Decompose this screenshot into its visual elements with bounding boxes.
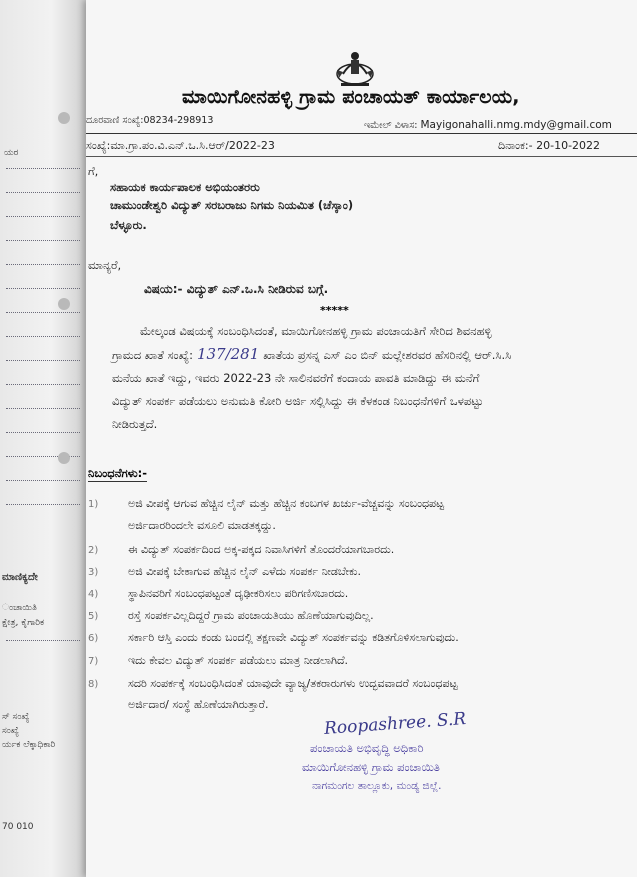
handwritten-signature: Roopashree. S.R: [323, 709, 467, 739]
letter-page: ಮಾಯಿಗೋನಹಳ್ಳಿ ಗ್ರಾಮ ಪಂಚಾಯತ್ ಕಾರ್ಯಾಲಯ, ದೂರವಾಣಿ ಸಂಖ್ಯೆ:08234-298913 ಇಮೇಲ್ ವಿಳಾಸ: Mayigonahalli.nmg.mdy@gmail.com ಸಂಖ್ಯೆ:ಮಾ.ಗ್ರಾ.ಪಂ.ವಿ.ಎನ್.ಒ.ಸಿ.ಆರ್/2022-23 ದಿನಾಂಕ:- 20-10-2022 ಗೆ, ಸಹಾಯಕ ಕಾರ್ಯಪಾಲಕ ಅಭಿಯಂತರರು ಚಾಮುಂಡೇಶ್ವರಿ ವಿದ್ಯುತ್ ಸರಬರಾಜು ನಿಗಮ ನಿಯಮಿತ (ಚೆಸ್ಕಾಂ) ಬೆಳ್ಳೂರು. ಮಾನ್ಯರೆ, ವಿಷಯ:- ವಿದ್ಯುತ್ ಎನ್.ಒ.ಸಿ ನೀಡಿರುವ ಬಗ್ಗೆ. ***** ಮೇಲ್ಕಂಡ ವಿಷಯಕ್ಕೆ ಸಂಬಂಧಿಸಿದಂತೆ, ಮಾಯಿಗೋನಹಳ್ಳಿ ಗ್ರಾಮ ಪಂಚಾಯತಿಗೆ ಸೇರಿದ ಶಿವನಹಳ್ಳಿ ಗ್ರಾಮದ ಖಾತೆ ಸಂಖ್ಯೆ: 137/281 ಖಾತೆಯ ಪ್ರಸನ್ನ ಎಸ್ ಎಂ ಬಿನ್ ಮಲ್ಲೇಶರವರ ಹೆಸರಿನಲ್ಲಿ ಆರ್.ಸಿ.ಸಿ ಮನೆಯ ಖಾತೆ ಇದ್ದು, ಇವರು 2022-23 ನೇ ಸಾಲಿನವರೆಗೆ ಕಂದಾಯ ಪಾವತಿ ಮಾಡಿದ್ದು ಈ ಮನೆಗೆ ವಿದ್ಯುತ್ ಸಂಪರ್ಕ ಪಡೆಯಲು ಅನುಮತಿ ಕೋರಿ ಅರ್ಜಿ ಸಲ್ಲಿಸಿದ್ದು ಈ ಕೆಳಕಂಡ ನಿಬಂಧನೆಗಳಿಗೆ ಒಳಪಟ್ಟು ನೀಡಿರುತ್ತದೆ. ನಿಬಂಧನೆಗಳು:- 1) ಅಜಿ ವೀಪಕ್ಕೆ ಆಗುವ ಹೆಚ್ಚಿನ ಲೈನ್ ಮತ್ತು ಹೆಚ್ಚಿನ ಕಂಬಗಳ ಖರ್ಚು-ವೆಚ್ಚವನ್ನು ಸಂಬಂಧಪಟ್ಟ ಅರ್ಜಿದಾರರಿಂದಲೇ ವಸೂಲಿ ಮಾಡತಕ್ಕದ್ದು. 2) ಈ ವಿದ್ಯುತ್ ಸಂಪರ್ಕದಿಂದ ಅಕ್ಕ-ಪಕ್ಕದ ನಿವಾಸಿಗಳಿಗೆ ತೊಂದರೆಯಾಗಬಾರದು. 3) ಅಜಿ ವೀಪಕ್ಕೆ ಬೇಕಾಗುವ ಹೆಚ್ಚಿನ ಲೈನ್ ಎಳೆದು ಸಂಪರ್ಕ ನೀಡಬೇಕು. 4) ಸ್ಥಾಪಿನವರಿಗೆ ಸಂಬಂಧಪಟ್ಟಂತೆ ದೃಢೀಕರಿಸಲು ಪರಿಗಣಿಸಬಾರದು. 5) ರಸ್ತೆ ಸಂಪರ್ಕವಿಲ್ಲದಿದ್ದರೆ ಗ್ರಾಮ ಪಂಚಾಯತಿಯು ಹೊಣೆಯಾಗುವುದಿಲ್ಲ. 6) ಸರ್ಕಾರಿ ಆಸ್ತಿ ಎಂದು ಕಂಡು ಬಂದಲ್ಲಿ ತಕ್ಷಣವೇ ವಿದ್ಯುತ್ ಸಂಪರ್ಕವನ್ನು ಕಡಿತಗೊಳಿಸಲಾಗುವುದು. 7) ಇದು ಕೇವಲ ವಿದ್ಯುತ್ ಸಂಪರ್ಕ ಪಡೆಯಲು ಮಾತ್ರ ನೀಡಲಾಗಿದೆ. 8) ಸದರಿ ಸಂಪರ್ಕಕ್ಕೆ ಸಂಬಂಧಿಸಿದಂತೆ ಯಾವುದೇ ವ್ಯಾಜ್ಯ/ತಕರಾರುಗಳು ಉದ್ಭವವಾದರೆ ಸಂಬಂಧಪಟ್ಟ ಅರ್ಜಿದಾರ/ ಸಂಸ್ಥೆ ಹೊಣೆಯಾಗಿರುತ್ತಾರೆ. Roopashree. S.R ಪಂಚಾಯತಿ ಅಭಿವೃದ್ಧಿ ಅಧಿಕಾರಿ ಮಾಯಿಗೋನಹಳ್ಳಿ ಗ್ರಾಮ ಪಂಚಾಯಿತಿ ನಾಗಮಂಗಲ ತಾಲ್ಲೂಕು, ಮಂಡ್ಯ ಜಿಲ್ಲೆ.: [86, 0, 637, 877]
body-line: ಮೇಲ್ಕಂಡ ವಿಷಯಕ್ಕೆ ಸಂಬಂಧಿಸಿದಂತೆ, ಮಾಯಿಗೋನಹಳ್ಳಿ ಗ್ರಾಮ ಪಂಚಾಯತಿಗೆ ಸೇರಿದ ಶಿವನಹಳ್ಳಿ: [140, 324, 492, 338]
stub-label: ರ್ಯಕ ಲೆಕ್ಕಾಧಿಕಾರಿ: [2, 740, 56, 750]
condition-item: ಸದರಿ ಸಂಪರ್ಕಕ್ಕೆ ಸಂಬಂಧಿಸಿದಂತೆ ಯಾವುದೇ ವ್ಯಾಜ್ಯ/ತಕರಾರುಗಳು ಉದ್ಭವವಾದರೆ ಸಂಬಂಧಪಟ್ಟ: [128, 677, 458, 690]
recipient-to: ಗೆ,: [88, 164, 99, 178]
counterfoil-strip: [0, 0, 86, 877]
office-title: ಮಾಯಿಗೋನಹಳ್ಳಿ ಗ್ರಾಮ ಪಂಚಾಯತ್ ಕಾರ್ಯಾಲಯ,: [182, 86, 520, 108]
condition-item: ಈ ವಿದ್ಯುತ್ ಸಂಪರ್ಕದಿಂದ ಅಕ್ಕ-ಪಕ್ಕದ ನಿವಾಸಿಗಳಿಗೆ ತೊಂದರೆಯಾಗಬಾರದು.: [128, 543, 395, 556]
khata-number: 137/281: [196, 345, 260, 363]
conditions-heading: ನಿಬಂಧನೆಗಳು:-: [88, 466, 148, 480]
condition-item-cont: ಅರ್ಜಿದಾರ/ ಸಂಸ್ಥೆ ಹೊಣೆಯಾಗಿರುತ್ತಾರೆ.: [128, 698, 269, 711]
condition-item: ಸ್ಥಾಪಿನವರಿಗೆ ಸಂಬಂಧಪಟ್ಟಂತೆ ದೃಢೀಕರಿಸಲು ಪರಿಗಣಿಸಬಾರದು.: [128, 587, 349, 600]
salutation: ಮಾನ್ಯರೆ,: [88, 258, 122, 272]
recipient-line: ಸಹಾಯಕ ಕಾರ್ಯಪಾಲಕ ಅಭಿಯಂತರರು: [110, 180, 260, 194]
email-address: Mayigonahalli.nmg.mdy@gmail.com: [420, 119, 612, 131]
reference-number: ಸಂಖ್ಯೆ:ಮಾ.ಗ್ರಾ.ಪಂ.ವಿ.ಎನ್.ಒ.ಸಿ.ಆರ್/2022-23: [86, 139, 275, 152]
stub-label: ಕ್ಷೇತ್ರ, ಕೈಗಾರಿಕ: [2, 618, 45, 628]
condition-item: ರಸ್ತೆ ಸಂಪರ್ಕವಿಲ್ಲದಿದ್ದರೆ ಗ್ರಾಮ ಪಂಚಾಯತಿಯು ಹೊಣೆಯಾಗುವುದಿಲ್ಲ.: [128, 609, 374, 622]
signature-stamp-line: ಮಾಯಿಗೋನಹಳ್ಳಿ ಗ್ರಾಮ ಪಂಚಾಯಿತಿ: [302, 760, 440, 774]
stub-label: ಯರ: [4, 148, 19, 158]
signature-stamp-line: ನಾಗಮಂಗಲ ತಾಲ್ಲೂಕು, ಮಂಡ್ಯ ಜಿಲ್ಲೆ.: [312, 780, 442, 792]
stub-number: 70 010: [2, 822, 34, 832]
state-emblem-icon: [333, 48, 377, 88]
condition-item: ಅಜಿ ವೀಪಕ್ಕೆ ಬೇಕಾಗುವ ಹೆಚ್ಚಿನ ಲೈನ್ ಎಳೆದು ಸಂಪರ್ಕ ನೀಡಬೇಕು.: [128, 565, 361, 578]
body-line: ಮನೆಯ ಖಾತೆ ಇದ್ದು, ಇವರು 2022-23 ನೇ ಸಾಲಿನವರೆಗೆ ಕಂದಾಯ ಪಾವತಿ ಮಾಡಿದ್ದು ಈ ಮನೆಗೆ: [112, 371, 480, 385]
subject-line: ವಿಷಯ:- ವಿದ್ಯುತ್ ಎನ್.ಒ.ಸಿ ನೀಡಿರುವ ಬಗ್ಗೆ.: [144, 282, 329, 296]
stub-label: ಸ್ ಸಂಖ್ಯೆ: [2, 712, 30, 722]
stars-divider: *****: [320, 304, 349, 317]
condition-item: ಅಜಿ ವೀಪಕ್ಕೆ ಆಗುವ ಹೆಚ್ಚಿನ ಲೈನ್ ಮತ್ತು ಹೆಚ್ಚಿನ ಕಂಬಗಳ ಖರ್ಚು-ವೆಚ್ಚವನ್ನು ಸಂಬಂಧಪಟ್ಟ: [128, 497, 445, 510]
body-line: ವಿದ್ಯುತ್ ಸಂಪರ್ಕ ಪಡೆಯಲು ಅನುಮತಿ ಕೋರಿ ಅರ್ಜಿ ಸಲ್ಲಿಸಿದ್ದು ಈ ಕೆಳಕಂಡ ನಿಬಂಧನೆಗಳಿಗೆ ಒಳಪಟ್ಟು: [112, 394, 484, 408]
stub-label: ಮಾಣಿಕ್ಯದೇ: [2, 572, 38, 583]
condition-item: ಸರ್ಕಾರಿ ಆಸ್ತಿ ಎಂದು ಕಂಡು ಬಂದಲ್ಲಿ ತಕ್ಷಣವೇ ವಿದ್ಯುತ್ ಸಂಪರ್ಕವನ್ನು ಕಡಿತಗೊಳಿಸಲಾಗುವುದು.: [128, 631, 459, 644]
body-line: ಗ್ರಾಮದ ಖಾತೆ ಸಂಖ್ಯೆ: 137/281 ಖಾತೆಯ ಪ್ರಸನ್ನ ಎಸ್ ಎಂ ಬಿನ್ ಮಲ್ಲೇಶರವರ ಹೆಸರಿನಲ್ಲಿ ಆರ್.ಸಿ.ಸಿ: [112, 345, 512, 363]
body-line: ನೀಡಿರುತ್ತದೆ.: [112, 417, 158, 431]
body-paragraph: [112, 320, 618, 436]
recipient-line: ಚಾಮುಂಡೇಶ್ವರಿ ವಿದ್ಯುತ್ ಸರಬರಾಜು ನಿಗಮ ನಿಯಮಿತ (ಚೆಸ್ಕಾಂ): [110, 198, 354, 212]
condition-item-cont: ಅರ್ಜಿದಾರರಿಂದಲೇ ವಸೂಲಿ ಮಾಡತಕ್ಕದ್ದು.: [128, 519, 276, 532]
stub-label: ಸಂಖ್ಯೆ: [2, 726, 19, 736]
signature-stamp-line: ಪಂಚಾಯತಿ ಅಭಿವೃದ್ಧಿ ಅಧಿಕಾರಿ: [310, 741, 424, 755]
stub-label: ಂಚಾಯಿತಿ: [2, 603, 37, 613]
condition-item: ಇದು ಕೇವಲ ವಿದ್ಯುತ್ ಸಂಪರ್ಕ ಪಡೆಯಲು ಮಾತ್ರ ನೀಡಲಾಗಿದೆ.: [128, 654, 349, 667]
letter-date: ದಿನಾಂಕ:- 20-10-2022: [498, 139, 601, 152]
phone-number: ದೂರವಾಣಿ ಸಂಖ್ಯೆ:08234-298913: [86, 115, 214, 126]
email-label: ಇಮೇಲ್ ವಿಳಾಸ: Mayigonahalli.nmg.mdy@gmail.com: [364, 119, 612, 131]
recipient-line: ಬೆಳ್ಳೂರು.: [110, 218, 147, 232]
